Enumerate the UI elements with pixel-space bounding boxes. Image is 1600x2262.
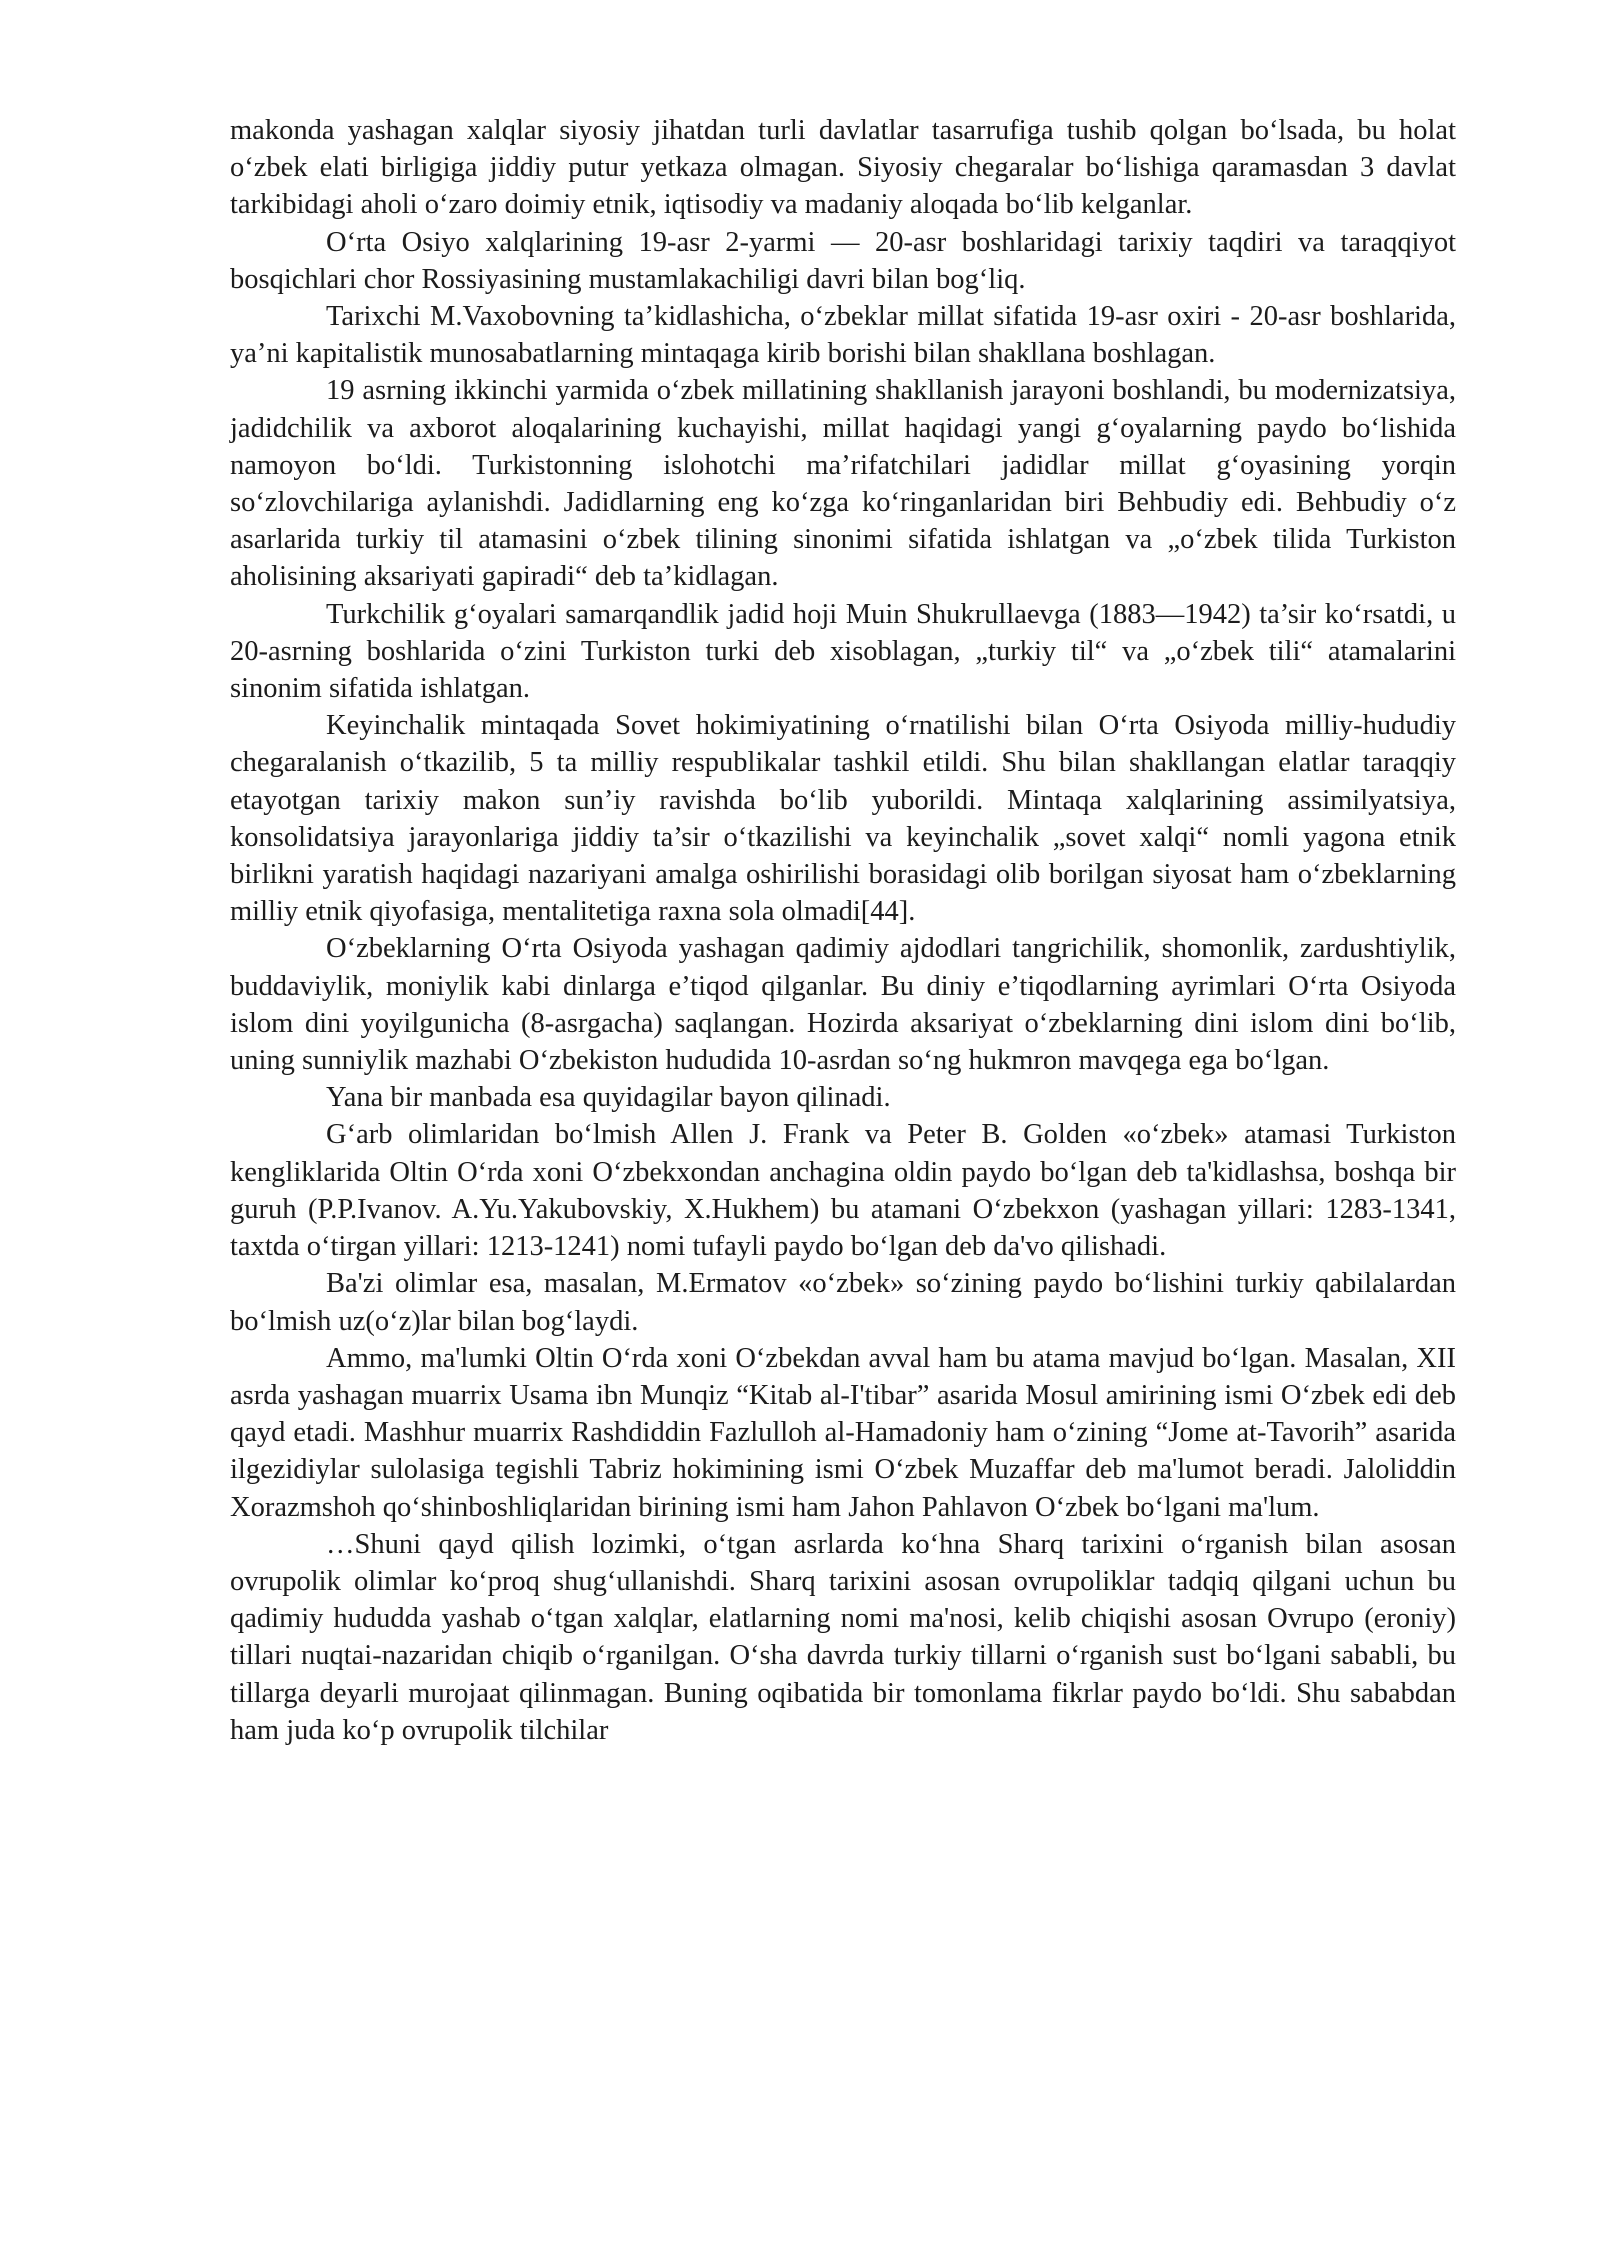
paragraph-central-asia-history: O‘rta Osiyo xalqlarining 19-asr 2-yarmi — 20-asr boshlaridagi tarixiy taqdiri va taraqqiyot bosqichlari chor Rossiyasining mustamlakachiligi davri bilan bog‘liq. (230, 226, 1456, 295)
paragraph-soviet-period: Keyinchalik mintaqada Sovet hokimiyatining o‘rnatilishi bilan O‘rta Osiyoda milliy-hududiy chegaralanish o‘tkazilib, 5 ta milliy respublikalar tashkil etildi. Shu bilan shakllangan elatlar taraqqiy etayotgan tarixiy makon sun’iy ravishda bo‘lib yuborildi. Mintaqa xalqlarining assimilyatsiya, konsolidatsiya jarayonlariga jiddiy ta’sir o‘tkazilishi va keyinchalik „sovet xalqi“ nomli yagona etnik birlikni yaratish haqidagi nazariyani amalga oshirilishi borasidagi olib borilgan siyosat ham o‘zbeklarning milliy etnik qiyofasiga, mentalitetiga raxna sola olmadi[44]. (230, 710, 1456, 928)
paragraph-european-scholars: …Shuni qayd qilish lozimki, o‘tgan asrlarda ko‘hna Sharq tarixini o‘rganish bilan asosan ovrupolik olimlar ko‘proq shug‘ullanishdi. Sharq tarixini asosan ovrupoliklar tadqiq qilgani uchun bu qadimiy hududda yashab o‘tgan xalqlar, elatlarning nomi ma'nosi, kelib chiqishi asosan Ovrupo (eroniy) tillari nuqtai-nazaridan chiqib o‘rganilgan. O‘sha davrda turkiy tillarni o‘rganish sust bo‘lgani sababli, bu tillarga deyarli murojaat qilinmagan. Buning oqibatida bir tomonlama fikrlar paydo bo‘ldi. Shu sababdan ham juda ko‘p ovrupolik tilchilar (230, 1528, 1456, 1746)
paragraph-religion: O‘zbeklarning O‘rta Osiyoda yashagan qadimiy ajdodlari tangrichilik, shomonlik, zardushtiylik, buddaviylik, moniylik kabi dinlarga e’tiqod qilganlar. Bu diniy e’tiqodlarning ayrimlari O‘rta Osiyoda islom dini yoyilgunicha (8-asrgacha) saqlangan. Hozirda aksariyat o‘zbeklarning dini islom dini bo‘lib, uning sunniylik mazhabi O‘zbekiston hududida 10-asrdan so‘ng hukmron mavqega ega bo‘lgan. (230, 933, 1456, 1077)
paragraph-western-scholars: G‘arb olimlaridan bo‘lmish Allen J. Frank va Peter B. Golden «o‘zbek» atamasi Turkiston kengliklarida Oltin O‘rda xoni O‘zbekxondan anchagina oldin paydo bo‘lgan deb ta'kidlashsa, boshqa bir guruh (P.P.Ivanov. A.Yu.Yakubovskiy, X.Hukhem) bu atamani O‘zbekxon (yashagan yillari: 1283-1341, taxtda o‘tirgan yillari: 1213-1241) nomi tufayli paydo bo‘lgan deb da'vo qilishadi. (230, 1119, 1456, 1263)
paragraph-golden-horde: Ammo, ma'lumki Oltin O‘rda xoni O‘zbekdan avval ham bu atama mavjud bo‘lgan. Masalan, XII asrda yashagan muarrix Usama ibn Munqiz “Kitab al-I'tibar” asarida Mosul amirining ismi O‘zbek edi deb qayd etadi. Mashhur muarrix Rashdiddin Fazlulloh al-Hamadoniy ham o‘zining “Jome at-Tavorih” asarida ilgezidiylar sulolasiga tegishli Tabriz hokimining ismi O‘zbek Muzaffar deb ma'lumot beradi. Jaloliddin Xorazmshoh qo‘shinboshliqlaridan birining ismi ham Jahon Pahlavon O‘zbek bo‘lgani ma'lum. (230, 1342, 1456, 1523)
paragraph-turkism: Turkchilik g‘oyalari samarqandlik jadid hoji Muin Shukrullaevga (1883—1942) ta’sir ko‘rsatdi, u 20-asrning boshlarida o‘zini Turkiston turki deb xisoblagan, „turkiy til“ va „o‘zbek tili“ atamalarini sinonim sifatida ishlatgan. (230, 598, 1456, 705)
paragraph-another-source: Yana bir manbada esa quyidagilar bayon qilinadi. (326, 1082, 891, 1114)
paragraph-jadids: 19 asrning ikkinchi yarmida o‘zbek millatining shakllanish jarayoni boshlandi, bu modernizatsiya, jadidchilik va axborot aloqalarining kuchayishi, millat haqidagi yangi g‘oyalarning paydo bo‘lishida namoyon bo‘ldi. Turkistonning islohotchi ma’rifatchilari jadidlar millat g‘oyasining yorqin so‘zlovchilariga aylanishdi. Jadidlarning eng ko‘zga ko‘ringanlaridan biri Behbudiy edi. Behbudiy o‘z asarlarida turkiy til atamasini o‘zbek tilining sinonimi sifatida ishlatgan va „o‘zbek tilida Turkiston aholisining aksariyati gapiradi“ deb ta’kidlagan. (230, 375, 1456, 593)
document-page (230, 112, 1456, 1749)
paragraph-vaxobov-quote: Tarixchi M.Vaxobovning ta’kidlashicha, o‘zbeklar millat sifatida 19-asr oxiri - 20-asr boshlarida, ya’ni kapitalistik munosabatlarning mintaqaga kirib borishi bilan shakllana boshlagan. (230, 301, 1456, 370)
paragraph-ermatov: Ba'zi olimlar esa, masalan, M.Ermatov «o‘zbek» so‘zining paydo bo‘lishini turkiy qabilalardan bo‘lmish uz(o‘z)lar bilan bog‘laydi. (230, 1268, 1456, 1337)
paragraph-continuation: makonda yashagan xalqlar siyosiy jihatdan turli davlatlar tasarrufiga tushib qolgan bo‘lsada, bu holat o‘zbek elati birligiga jiddiy putur yetkaza olmagan. Siyosiy chegaralar bo‘lishiga qaramasdan 3 davlat tarkibidagi aholi o‘zaro doimiy etnik, iqtisodiy va madaniy aloqada bo‘lib kelganlar. (230, 115, 1456, 221)
